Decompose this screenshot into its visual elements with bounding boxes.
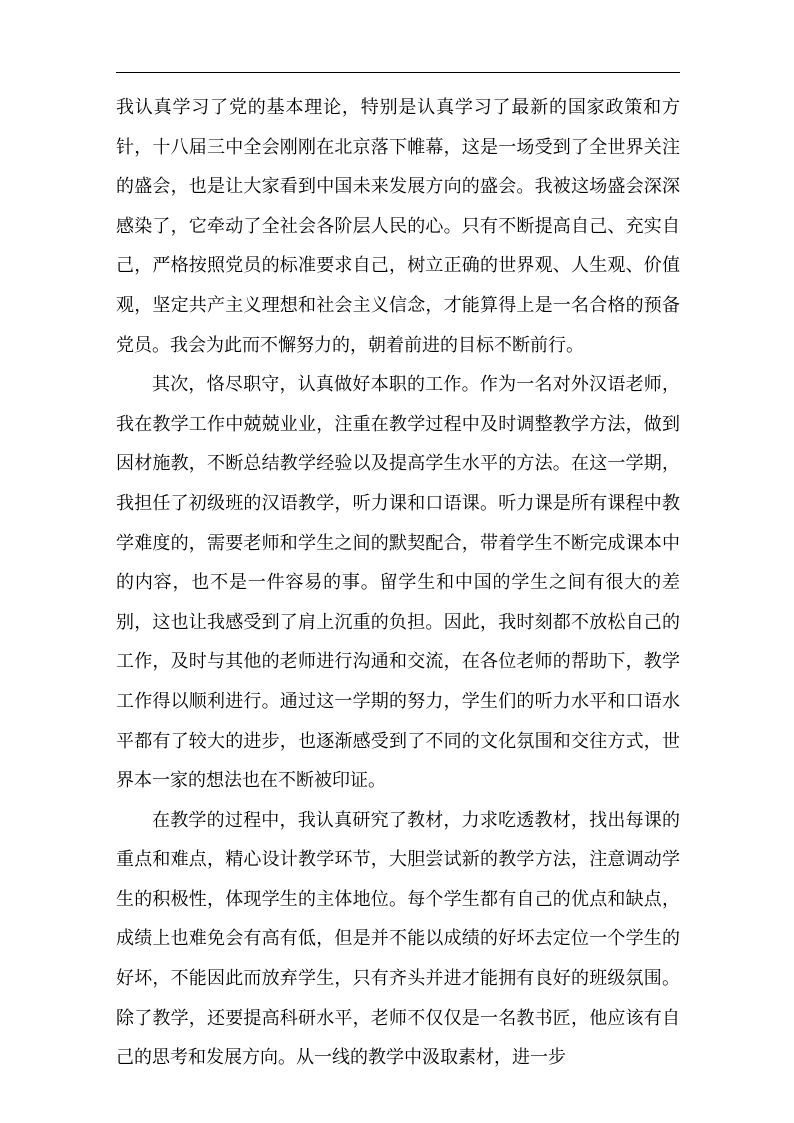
paragraph-2: 其次，恪尽职守，认真做好本职的工作。作为一名对外汉语老师，我在教学工作中兢兢业业，注重在教学过程中及时调整教学方法，做到因材施教，不断总结教学经验以及提高学生水平的方法。在这一学期，我担任了初级班的汉语教学，听力课和口语课。听力课是所有课程中教学难度的，需要老师和学生之间的默契配合，带着学生不断完成课本中的内容，也不是一件容易的事。留学生和中国的学生之间有很大的差别，这也让我感受到了肩上沉重的负担。因此，我时刻都不放松自己的工作，及时与其他的老师进行沟通和交流，在各位老师的帮助下，教学工作得以顺利进行。通过这一学期的努力，学生们的听力水平和口语水平都有了较大的进步，也逐渐感受到了不同的文化氛围和交往方式，世界本一家的想法也在不断被印证。 <box>116 374 680 792</box>
header-rule <box>116 72 680 73</box>
paragraph-3: 在教学的过程中，我认真研究了教材，力求吃透教材，找出每课的重点和难点，精心设计教学环节，大胆尝试新的教学方法，注意调动学生的积极性，体现学生的主体地位。每个学生都有自己的优点和缺点，成绩上也难免会有高有低，但是并不能以成绩的好坏去定位一个学生的好坏，不能因此而放弃学生，只有齐头并进才能拥有良好的班级氛围。除了教学，还要提高科研水平，老师不仅仅是一名教书匠，他应该有自己的思考和发展方向。从一线的教学中汲取素材，进一步 <box>116 809 680 1069</box>
paragraph-1: 我认真学习了党的基本理论，特别是认真学习了最新的国家政策和方针，十八届三中全会刚刚在北京落下帷幕，这是一场受到了全世界关注的盛会，也是让大家看到中国未来发展方向的盛会。我被这场盛会深深感染了，它牵动了全社会各阶层人民的心。只有不断提高自己、充实自己，严格按照党员的标准要求自己，树立正确的世界观、人生观、价值观，坚定共产主义理想和社会主义信念，才能算得上是一名合格的预备党员。我会为此而不懈努力的，朝着前进的目标不断前行。 <box>116 97 680 356</box>
document-body <box>116 88 680 1078</box>
